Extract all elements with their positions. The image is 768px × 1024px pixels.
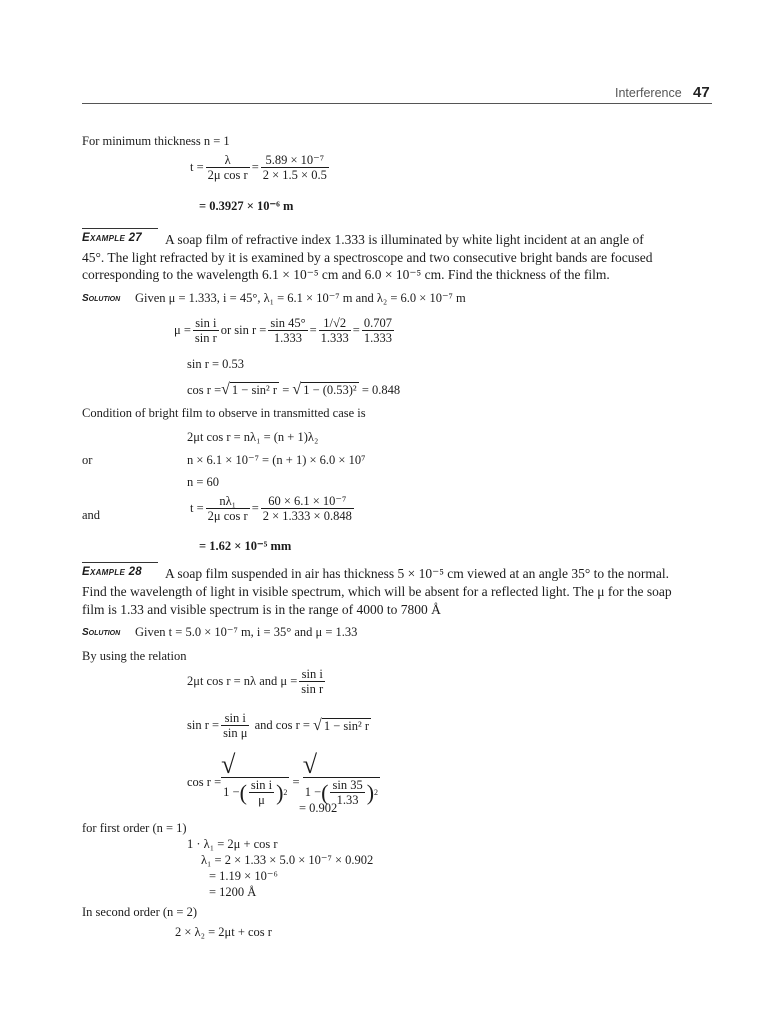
min-thickness-equation: t = $\frac{\lambda}{\text{2μ cos r}}$ = $\frac{\text{5.89 × 10⁻⁷}}{2 \times 1.5 \times 0.5}$: [190, 153, 327, 182]
solution-27-label: Solution: [82, 293, 121, 304]
fraction-nlambda: $\frac{\text{nλ₁}}{\text{2μ cos r}}$: [207, 494, 248, 523]
second-order-line1: 2 × λ₂ = 2μt + cos r: [175, 925, 272, 939]
t-lhs: t =: [190, 160, 204, 174]
example-28-label: Example 28: [82, 566, 142, 578]
solution-28-given: Given t = 5.0 × 10⁻⁷ m, i = 35° and μ = 1.33: [135, 625, 358, 639]
sqrt-5: √ 1 − ( $\frac{\sin 35}{1.33}$ ) 2: [302, 750, 379, 807]
first-order-line1: 1 · λ₁ = 2μ + cos r: [187, 837, 278, 851]
relation-text: By using the relation: [82, 649, 187, 663]
first-order-line2: λ₁ = 2 × 1.33 × 5.0 × 10⁻⁷ × 0.902: [201, 853, 374, 867]
sqrt-4: √ 1 − ( $\frac{\text{sin i}}{\mu}$ ) 2: [221, 750, 288, 807]
fraction-0707: $\frac{0.707}{1.333}$: [363, 316, 392, 345]
cos-r-equation: cos r = √ 1 − sin² r = √ 1 − (0.53)² = 0.848: [187, 381, 401, 398]
example-28-line3: film is 1.33 and visible spectrum is in the range of 4000 to 7800 Å: [82, 602, 441, 617]
second-order-label: In second order (n = 2): [82, 905, 197, 919]
sqrt-2: √ 1 − (0.53)²: [292, 381, 357, 398]
n-equation: n × 6.1 × 10⁻⁷ = (n + 1) × 6.0 × 10⁷: [187, 453, 366, 467]
fraction-t-values: $\frac{\text{60 × 6.1 × 10⁻⁷}}{2 \times 1.333 \times 0.848}$: [262, 494, 352, 523]
page-number: 47: [693, 84, 710, 101]
bright-condition-equation: 2μt cos r = nλ₁ = (n + 1)λ₂: [187, 430, 319, 444]
first-order-line4: = 1200 Å: [209, 885, 257, 899]
header-rule: [82, 103, 712, 104]
sin-r-cos-r-equation: sin r = $\frac{\text{sin i}}{\text{sin μ}}$ and cos r = √ 1 − sin² r: [187, 711, 370, 740]
solution-27-given: Given μ = 1.333, i = 45°, λ₁ = 6.1 × 10⁻⁷ m and λ₂ = 6.0 × 10⁻⁷ m: [135, 291, 466, 305]
mu-equation: μ = $\frac{\text{sin i}}{\text{sin r}}$ or sin r = $\frac{\sin 45^\circ}{1.333}$ = $\frac{1/√2}{1.333}$ = $\frac{0.707}{1.333}$: [174, 316, 392, 345]
example-28-rule: [82, 562, 158, 563]
fraction-sini-mu: $\frac{\text{sin i}}{\mu}$: [250, 778, 273, 807]
fraction-sin35: $\frac{\sin 35}{1.33}$: [332, 778, 363, 807]
example-27-rule: [82, 228, 158, 229]
example-28-line1: A soap film suspended in air has thickness 5 × 10⁻⁵ cm viewed at an angle 35° to the normal.: [165, 566, 669, 581]
fraction-sini-sinr-2: $\frac{\text{sin i}}{\text{sin r}}$: [301, 667, 324, 696]
fraction-inv-sqrt2: $\frac{1/√2}{1.333}$: [320, 316, 349, 345]
min-thickness-intro: For minimum thickness n = 1: [82, 134, 230, 148]
min-thickness-result: = 0.3927 × 10⁻⁶ m: [199, 199, 294, 213]
fraction-sini-sinmu: $\frac{\text{sin i}}{\text{sin μ}}$: [223, 711, 248, 740]
example-27-line3: corresponding to the wavelength 6.1 × 10⁻⁵ cm and 6.0 × 10⁻⁵ cm. Find the thickness of the film.: [82, 267, 610, 282]
t-equation: t = $\frac{\text{nλ₁}}{\text{2μ cos r}}$ = $\frac{\text{60 × 6.1 × 10⁻⁷}}{2 \times 1.333 \times 0.848}$: [190, 494, 352, 523]
or-label: or: [82, 453, 93, 467]
and-label: and: [82, 508, 101, 522]
thickness-result: = 1.62 × 10⁻⁵ mm: [199, 539, 292, 553]
sqrt-1: √ 1 − sin² r: [221, 381, 278, 398]
sqrt-3: √ 1 − sin² r: [313, 716, 370, 734]
cos-r-expanded-equation: cos r = √ 1 − ( $\frac{\text{sin i}}{\mu}$ ) 2 = √ 1 − ( $\frac{\sin 35}{1.33}$ ) 2: [187, 750, 379, 807]
fraction-sin45: $\frac{\sin 45^\circ}{1.333}$: [270, 316, 306, 345]
first-order-label: for first order (n = 1): [82, 821, 187, 835]
example-28-line2: Find the wavelength of light in visible spectrum, which will be absent for a reflected light. The μ for the soap: [82, 584, 672, 599]
sin-r-value: sin r = 0.53: [187, 357, 245, 371]
fraction-sini-sinr: $\frac{\text{sin i}}{\text{sin r}}$: [194, 316, 217, 345]
n-value: n = 60: [187, 475, 220, 489]
relation-equation: 2μt cos r = nλ and μ = $\frac{\text{sin i}}{\text{sin r}}$: [187, 667, 324, 696]
example-27-label: Example 27: [82, 232, 142, 244]
running-header-section: Interference: [615, 86, 682, 100]
first-order-line3: = 1.19 × 10⁻⁶: [209, 869, 278, 883]
example-27-line1: A soap film of refractive index 1.333 is illuminated by white light incident at an angle of: [165, 232, 644, 247]
condition-text: Condition of bright film to observe in transmitted case is: [82, 406, 366, 420]
example-27-line2: 45°. The light refracted by it is examined by a spectroscope and two consecutive bright bands are focused: [82, 250, 653, 265]
cos-r-value: = 0.902: [299, 801, 338, 815]
solution-28-label: Solution: [82, 627, 121, 638]
fraction-values: $\frac{\text{5.89 × 10⁻⁷}}{2 \times 1.5 \times 0.5}$: [262, 153, 327, 182]
fraction-lambda: $\frac{\lambda}{\text{2μ cos r}}$: [207, 153, 248, 182]
